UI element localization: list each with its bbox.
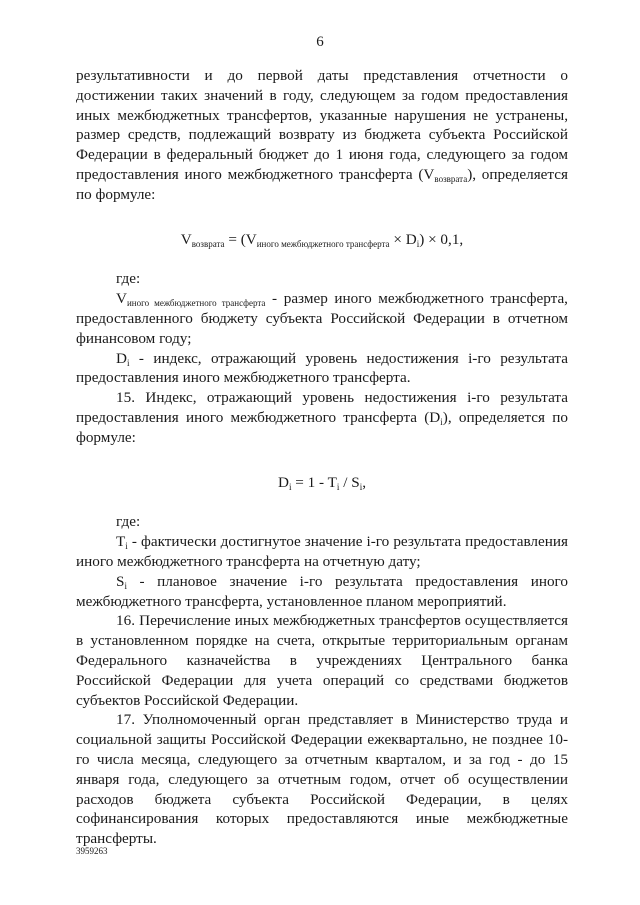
document-code: 3959263 [76, 846, 108, 856]
document-body [76, 66, 568, 849]
formula-index: $D_i = 1 - T_i / S_i$, [278, 473, 366, 492]
where-label: где: [116, 513, 141, 531]
definition-v: $V_{иного межбюджетного трансферта}$ - размер иного межбюджетного трансферта, предоставленного бюджету субъекта Российской Федерации в отчетном финансовом году; [76, 290, 568, 347]
definition-t: $T_i$ - фактически достигнутое значение i-го результата предоставления иного межбюджетного трансферта на отчетную дату; [76, 533, 568, 570]
page-number: 6 [316, 34, 324, 50]
definition-d: $D_i$ - индекс, отражающий уровень недостижения i-го результата предоставления иного межбюджетного трансферта. [76, 349, 568, 387]
paragraph-intro: результативности и до первой даты представления отчетности о достижении таких значений в году, следующем за годом предоставления иных межбюджетных трансфертов, указанные нарушения не устранены, размер средств, подлежащий возврату из бюджета субъекта Российской Федерации в федеральный бюджет до 1 июня года, следующего за годом предоставления иного межбюджетного трансферта $(V_{возврата})$, определяется по формуле: [76, 67, 568, 203]
paragraph-15: 15. Индекс, отражающий уровень недостижения i-го результата предоставления иного межбюджетного трансферта $(D_i)$, определяется по формуле: [76, 389, 568, 446]
where-label: где: [116, 270, 141, 288]
paragraph-17: 17. Уполномоченный орган представляет в Министерство труда и социальной защиты Российской Федерации ежеквартально, не позднее 10-го числа месяца, следующего за отчетным кварталом, и за год - до 15 января года, следующего за отчетным годом, отчет об осуществлении расходов бюджета субъекта Российской Федерации, в целях софинансирования которых предоставляются иные межбюджетные трансферты. [76, 711, 568, 848]
definition-s: $S_i$ - плановое значение i-го результата предоставления иного межбюджетного трансферта, установленное планом мероприятий. [76, 572, 568, 610]
paragraph-16: 16. Перечисление иных межбюджетных трансфертов осуществляется в установленном порядке на счета, открытые территориальным органам Федерального казначейства в учреждениях Центрального банка Российской Федерации для учета операций со средствами бюджетов субъектов Российской Федерации. [76, 612, 568, 709]
formula-refund: $V_{возврата} = (V_{иного межбюджетного трансферта} \times D_i) \times 0,1$, [180, 230, 464, 249]
